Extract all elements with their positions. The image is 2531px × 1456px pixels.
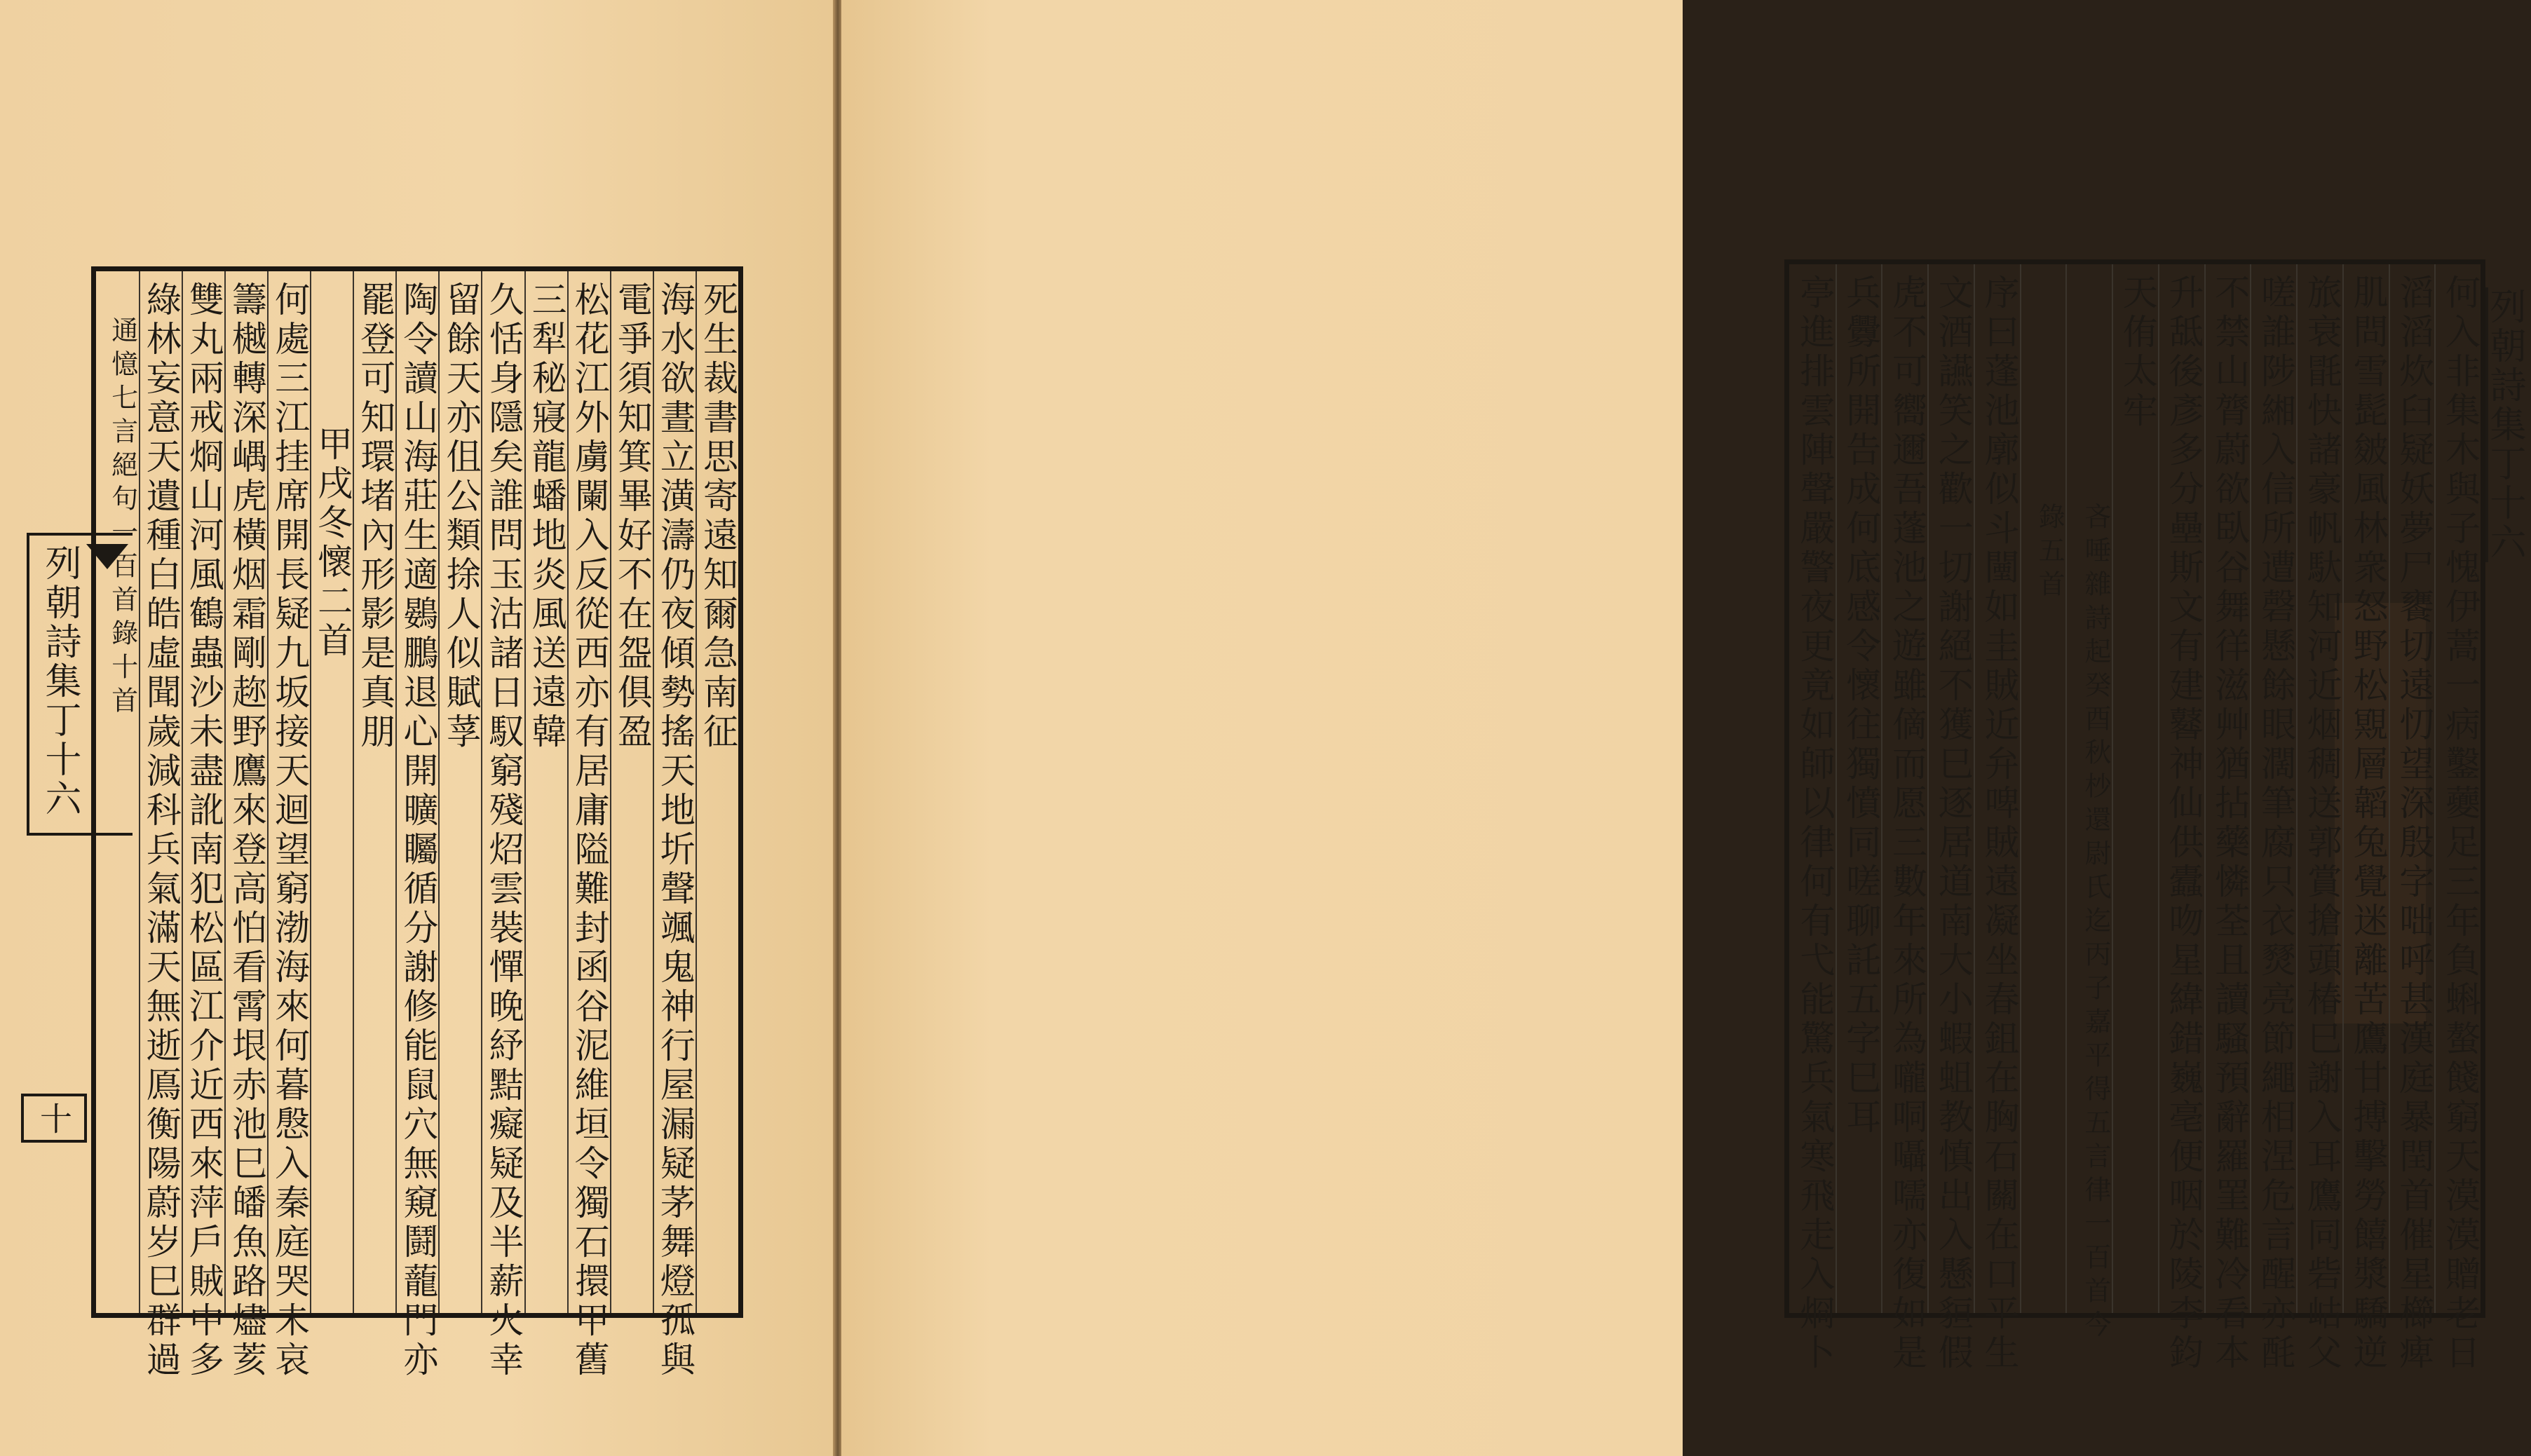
left-margin-title-text: 列朝詩集丁十六 <box>39 544 81 819</box>
text-column: 亭進排雲陣聲嚴警夜更竟如師以律何有弋能驚兵氣寒飛走入烱卜 <box>1794 274 1836 1373</box>
left-text-frame <box>91 266 743 1380</box>
text-column: 何處三江挂席開長疑九坂接天迴望窮渤海來何暮慇入秦庭哭未哀 <box>267 271 310 1313</box>
poem-heading-continued: 錄五首 <box>2020 264 2066 1313</box>
text-column: 天侑太牢 <box>2112 264 2158 1313</box>
text-column: 久恬身隱矣誰問玉沽諸日馭窮殘炤雲裝憚晚紓黠癡疑及半薪火幸 <box>481 271 524 1313</box>
text-column: 滔滔炊臼疑妖夢尸饔切遠忉望深殷字咄呼甚漢庭暴閏首催星櫛痺 <box>2389 264 2435 1313</box>
text-column: 兵釁所開告成何底感令懷往獨憤同嗟聊託五字巳耳 <box>1836 264 1882 1313</box>
left-page <box>0 0 834 1456</box>
text-column: 旅衰毷快諸豪帆馱知河近烟稠送郭賞搶頭椿巳謝入耳鷹同砦岵父 <box>2296 264 2342 1313</box>
right-text-frame <box>1784 259 2485 1373</box>
left-page-number: 十 <box>21 1094 87 1143</box>
text-column: 文酒讌笑之歡一切謝絕不獲巳逐居道南大小蝦蛆教慎出入懸貆假 <box>1927 264 1974 1313</box>
text-column: 何入非集木與子愧伊蒿一病鑿虁足三年負蝌螯餞窮天漠漠贈老日 <box>2434 264 2481 1313</box>
text-column: 雙丸兩戒烱山河風鶴蟲沙未盡訛南犯松區江介近西來萍戶賊中多 <box>182 271 224 1313</box>
text-column: 三犁秘寢龍蟠地炎風送遠韓 <box>524 271 567 1313</box>
section-note: 通憶七言絕句一百首錄十首 <box>107 316 138 720</box>
poem-heading: 甲戌冬懷二首 <box>310 271 353 1313</box>
text-column: 不禁山膂蔚欲臥谷舞徉滋艸猶拈藥憐荃且讀騷預辭羅罣難冷看本 <box>2204 264 2251 1313</box>
text-column: 綠林妄意天遺種白皓虛聞歲減科兵氣滿天無逝鳫衡陽蔚岁巳群過 <box>139 271 182 1313</box>
right-columns <box>1789 264 2481 1373</box>
text-column: 籌樾轉深嵎虎橫烟霜剛趂野鷹來登高怕看霄垠赤池巳皤魚路燼荄 <box>224 271 267 1313</box>
text-column: 死生裁書思寄遠知爾急南征 <box>695 271 738 1313</box>
right-page <box>841 0 2525 1456</box>
text-column: 肌問雪髭皴風林衆怒野松覭層韜兔覺迷離苦鷹甘搏擊勞饎漿驕逆 <box>2342 264 2389 1313</box>
right-margin-title: 列朝詩集丁十六 <box>2485 287 2531 562</box>
text-column: 罷登可知環堵內形影是真朋 <box>353 271 395 1313</box>
text-column: 電爭須知箕畢好不在盌俱盈 <box>610 271 653 1313</box>
text-column: 虎不可嚮邇吾蓬池之遊雖㒀而愿三數年來所為嚨哃囁嚅亦復如是 <box>1881 264 1927 1313</box>
left-columns <box>96 271 738 1380</box>
text-column: 留餘天亦伹公類捈人似賦莩 <box>438 271 481 1313</box>
text-column: 松花江外虜闌入反從西亦有居庸隘難封函谷泥維垣令獨石擐甲舊 <box>567 271 610 1313</box>
text-column: 序曰蓬池廓似斗闉如圭賊近弁啤賊遠凝坐春鉏在胸石關在口平生 <box>1974 264 2020 1313</box>
text-column: 升䑛後彥多分壘斯文有建鼛神仙供蠹吻星緯錯巍亳便咽於陵李鈞 <box>2158 264 2204 1313</box>
poem-heading: 吝唾雜詩起癸酉秋杪還尉氏迄丙子嘉平得五言律一百首今 <box>2065 264 2112 1313</box>
text-column: 陶令讀山海莊生適鷃鵬退心開曠矚循分謝修能鼠穴無窺鬪蘢門亦 <box>395 271 438 1313</box>
text-column: 海水欲晝立潢濤仍夜傾勢搖天地圻聲颯鬼神行屋漏疑茅舞燈孤與 <box>653 271 695 1313</box>
text-column: 嗟誰陟緗入信所遭磬懸餘眼濶筆腐只衣燹亮節繩相涅危言醒亦酕 <box>2250 264 2296 1313</box>
